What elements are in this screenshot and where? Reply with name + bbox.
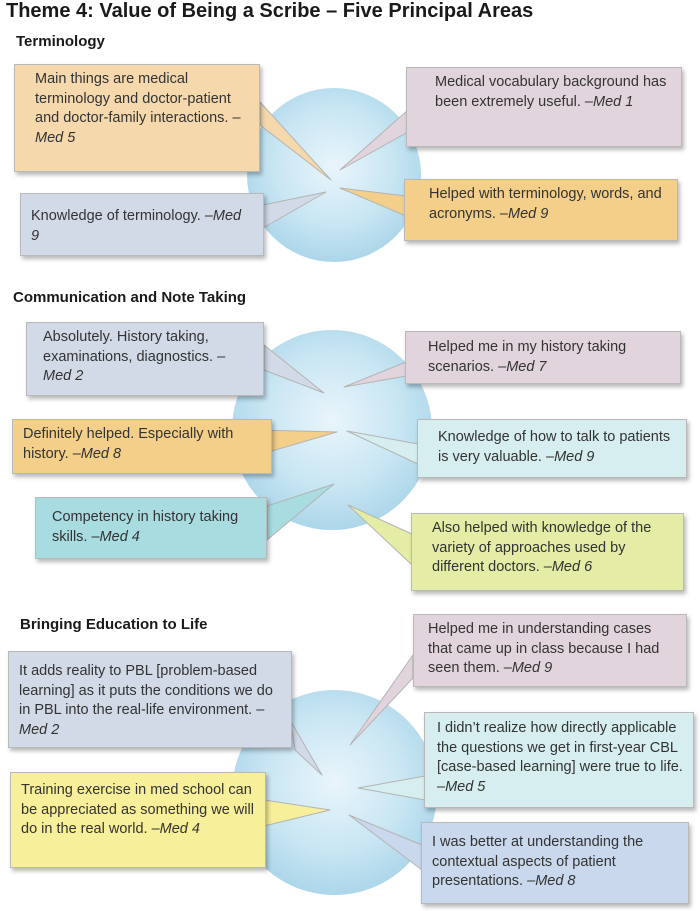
pointer-c5 — [267, 484, 334, 540]
quote-box — [14, 64, 260, 172]
quote-box — [417, 419, 687, 478]
quote-citation: –Med 4 — [91, 528, 140, 545]
section-heading-terminology: Terminology — [16, 33, 105, 50]
quote-text: Helped me in my history taking scenarios. — [428, 339, 627, 375]
quote-citation: –Med 1 — [584, 93, 634, 110]
quote-box — [406, 67, 682, 147]
quote-citation: –Med 2 — [19, 702, 265, 738]
pointer-e2 — [290, 720, 322, 775]
quote-box — [8, 651, 292, 748]
pointer-c4 — [347, 431, 418, 464]
quote-box — [411, 513, 684, 591]
pointer-t4 — [340, 188, 406, 216]
pointer-t1 — [260, 102, 331, 180]
quote-box — [405, 331, 681, 384]
quote-citation: –Med 5 — [35, 110, 241, 146]
pointer-c2 — [344, 362, 406, 387]
quote-text: Knowledge of how to talk to patients is very valuable. — [438, 429, 671, 465]
pointer-t3 — [263, 192, 326, 228]
section-heading-education: Bringing Education to Life — [20, 616, 208, 633]
quote-box — [424, 712, 694, 808]
quote-box — [421, 822, 689, 904]
quote-text: Training exercise in med school can be appreciated as something we will do in the real world. — [21, 782, 254, 837]
quote-text: Main things are medical terminology and doctor-patient and doctor-family interactions. — [35, 71, 231, 126]
quote-text: Also helped with knowledge of the variety of approaches used by different doctors. — [432, 520, 652, 575]
quote-citation: –Med 8 — [527, 873, 576, 889]
pointer-e3 — [358, 776, 425, 800]
quote-text: I was better at understanding the contextual aspects of patient presentations. — [432, 834, 644, 889]
quote-text: Medical vocabulary background has been extremely useful. — [435, 74, 667, 110]
quote-box — [10, 772, 266, 868]
quote-citation: –Med 7 — [498, 358, 547, 375]
figure-title: Theme 4: Value of Being a Scribe – Five Principal Areas — [6, 0, 534, 22]
quote-citation: –Med 9 — [546, 448, 595, 465]
pointer-c6 — [348, 505, 412, 565]
quote-text: Helped me in understanding cases that came up in class because I had seen them. — [428, 621, 660, 676]
quote-text: Knowledge of terminology. — [31, 208, 201, 224]
quote-text: Competency in history taking skills. — [52, 509, 239, 545]
pointer-e4 — [264, 800, 330, 826]
quote-box — [413, 614, 687, 687]
quote-box — [26, 322, 264, 396]
pointer-e1 — [350, 655, 413, 745]
quote-citation: –Med 8 — [72, 445, 122, 462]
quote-citation: –Med 2 — [43, 348, 226, 384]
quote-box — [404, 179, 678, 241]
quote-text: Absolutely. History taking, examinations, diagnostics. — [43, 329, 214, 365]
quote-citation: –Med 9 — [503, 660, 553, 676]
quote-text: Helped with terminology, words, and acronyms. — [429, 186, 662, 222]
pointer-e5 — [349, 815, 422, 870]
quote-citation: –Med 9 — [31, 208, 242, 244]
section-heading-communication: Communication and Note Taking — [13, 289, 247, 306]
quote-box — [12, 419, 272, 474]
quote-citation: –Med 6 — [543, 559, 593, 575]
quote-box — [20, 193, 264, 256]
pointer-t2 — [340, 110, 408, 170]
quote-text: It adds reality to PBL [problem-based learning] as it puts the conditions we do in PBL into the real-life environment. — [19, 663, 273, 718]
quote-box — [35, 497, 267, 559]
quote-text: Definitely helped. Especially with history. — [23, 426, 234, 462]
quote-citation: –Med 9 — [499, 205, 549, 222]
quote-text: I didn’t realize how directly applicable the questions we get in first-year CBL [case-based learning] were true to life. — [437, 720, 683, 775]
quote-citation: –Med 4 — [151, 821, 200, 837]
quote-citation: –Med 5 — [437, 778, 486, 795]
pointer-c1 — [264, 345, 324, 393]
